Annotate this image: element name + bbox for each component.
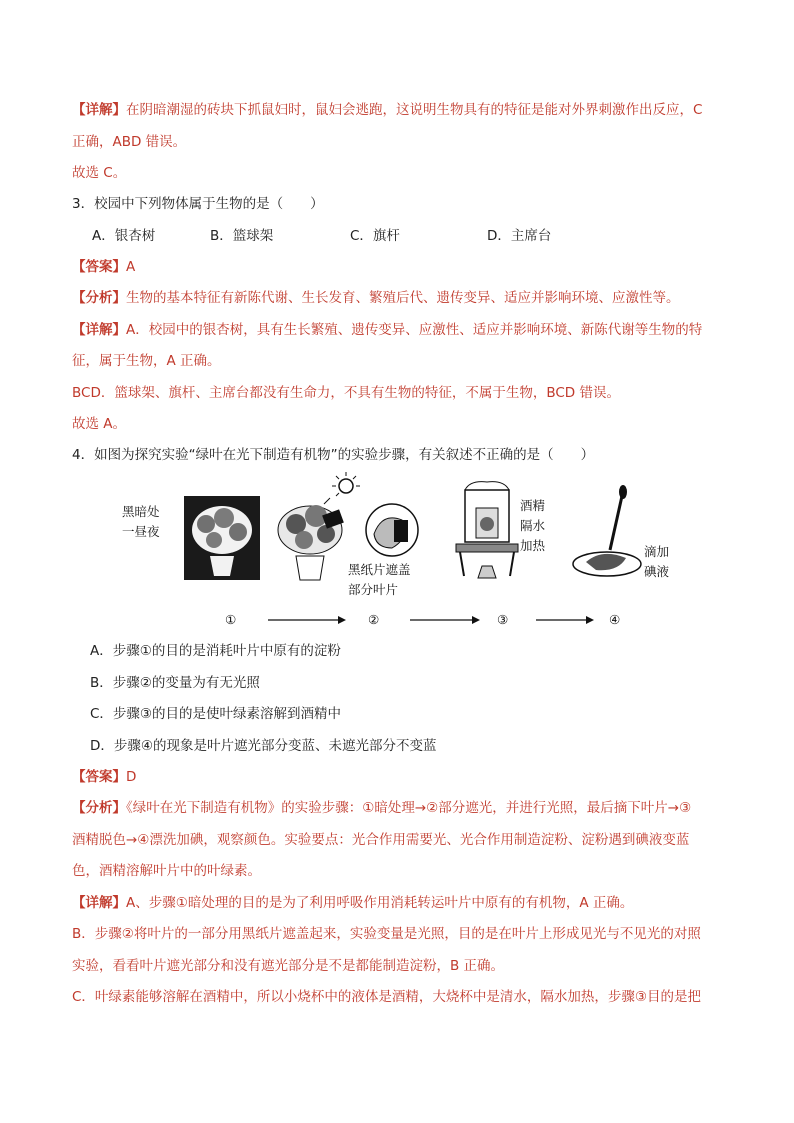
arrow-icon xyxy=(536,616,594,624)
q3-detail-line-2: 征，属于生物，A 正确。 xyxy=(72,353,221,369)
detail-text: A、步骤①暗处理的目的是为了利用呼吸作用消耗转运叶片中原有的有机物，A 正确。 xyxy=(126,895,634,911)
q4-analysis-line-3: 色，酒精溶解叶片中的叶绿素。 xyxy=(72,863,261,879)
q4-option-a: A．步骤①的目的是消耗叶片中原有的淀粉 xyxy=(90,643,341,659)
q4-option-b: B．步骤②的变量为有无光照 xyxy=(90,675,260,691)
water-bath-icon xyxy=(456,482,518,578)
q3-detail-line-1 xyxy=(72,320,702,340)
q4-detail-line-4: C．叶绿素能够溶解在酒精中，所以小烧杯中的液体是酒精，大烧杯中是清水，隔水加热，步骤③目的是把 xyxy=(72,989,702,1005)
q4-detail-line-1 xyxy=(72,893,633,913)
q4-option-d: D．步骤④的现象是叶片遮光部分变蓝、未遮光部分不变蓝 xyxy=(90,738,437,754)
step-3-label: ③ xyxy=(497,612,509,627)
q4-analysis-line-1 xyxy=(72,798,691,818)
prev-choose-line: 故选 C。 xyxy=(72,165,127,181)
alcohol-label-3: 加热 xyxy=(520,538,546,553)
arrow-icon xyxy=(268,616,346,624)
iodine-label-1: 滴加 xyxy=(644,544,670,559)
step-2-label: ② xyxy=(368,612,380,627)
step-4-label: ④ xyxy=(609,612,621,627)
alcohol-label-1: 酒精 xyxy=(520,498,546,513)
alcohol-label-2: 隔水 xyxy=(520,518,546,533)
q4-option-c: C．步骤③的目的是使叶绿素溶解到酒精中 xyxy=(90,706,342,722)
q3-option-b: B．篮球架 xyxy=(210,228,274,244)
q3-analysis-line xyxy=(72,288,680,308)
iodine-label-2: 碘液 xyxy=(644,564,670,579)
answer-tag: 【答案】 xyxy=(72,769,126,785)
sun-icon xyxy=(324,472,360,504)
detail-tag: 【详解】 xyxy=(72,322,126,338)
paper-label-1: 黑纸片遮盖 xyxy=(348,562,411,577)
answer-value: D xyxy=(126,769,137,785)
analysis-tag: 【分析】 xyxy=(72,800,126,816)
detail-tag: 【详解】 xyxy=(72,102,126,118)
q3-option-a: A．银杏树 xyxy=(92,228,156,244)
detail-text: A．校园中的银杏树，具有生长繁殖、遗传变异、应激性、适应并影响环境、新陈代谢等生物的特 xyxy=(126,322,703,338)
q3-choose-line: 故选 A。 xyxy=(72,416,127,432)
answer-tag: 【答案】 xyxy=(72,259,126,275)
q3-option-d: D．主席台 xyxy=(487,228,552,244)
prev-detail-line-1 xyxy=(72,100,702,120)
q3-answer-line xyxy=(72,257,135,277)
experiment-figure xyxy=(110,468,690,633)
paper-label-2: 部分叶片 xyxy=(348,582,399,597)
question-4-stem: 4．如图为探究实验“绿叶在光下制造有机物”的实验步骤，有关叙述不正确的是（ ） xyxy=(72,447,595,463)
dark-box-plant-icon xyxy=(184,496,260,580)
q4-detail-line-3: 实验，看看叶片遮光部分和没有遮光部分是不是都能制造淀粉，B 正确。 xyxy=(72,958,505,974)
question-3-stem: 3．校园中下列物体属于生物的是（ ） xyxy=(72,196,324,212)
dropper-dish-icon xyxy=(573,485,641,576)
experiment-illustration xyxy=(110,468,690,633)
q4-detail-line-2: B．步骤②将叶片的一部分用黑纸片遮盖起来，实验变量是光照，目的是在叶片上形成见光与不见光的对照 xyxy=(72,926,701,942)
q4-answer-line xyxy=(72,767,136,787)
prev-detail-line-2: 正确，ABD 错误。 xyxy=(72,134,187,150)
plant-pot-icon xyxy=(278,505,344,580)
dark-label-1: 黑暗处 xyxy=(122,504,160,519)
detail-text: 在阴暗潮湿的砖块下抓鼠妇时，鼠妇会逃跑，这说明生物具有的特征是能对外界刺激作出反应，C xyxy=(126,102,703,118)
detail-tag: 【详解】 xyxy=(72,895,126,911)
step-1-label: ① xyxy=(225,612,237,627)
analysis-tag: 【分析】 xyxy=(72,290,126,306)
answer-value: A xyxy=(126,259,136,275)
dark-label-2: 一昼夜 xyxy=(122,524,160,539)
arrow-icon xyxy=(410,616,480,624)
analysis-text: 《绿叶在光下制造有机物》的实验步骤：①暗处理→②部分遮光，并进行光照，最后摘下叶片→③ xyxy=(126,800,692,816)
q4-analysis-line-2: 酒精脱色→④漂洗加碘，观察颜色。实验要点：光合作用需要光、光合作用制造淀粉、淀粉遇到碘液变蓝 xyxy=(72,832,690,848)
analysis-text: 生物的基本特征有新陈代谢、生长发育、繁殖后代、遗传变异、适应并影响环境、应激性等。 xyxy=(126,290,680,306)
leaf-black-paper-icon xyxy=(366,504,418,556)
q3-detail-line-3: BCD．篮球架、旗杆、主席台都没有生命力，不具有生物的特征，不属于生物，BCD 错误。 xyxy=(72,385,620,401)
q3-option-c: C．旗杆 xyxy=(350,228,400,244)
